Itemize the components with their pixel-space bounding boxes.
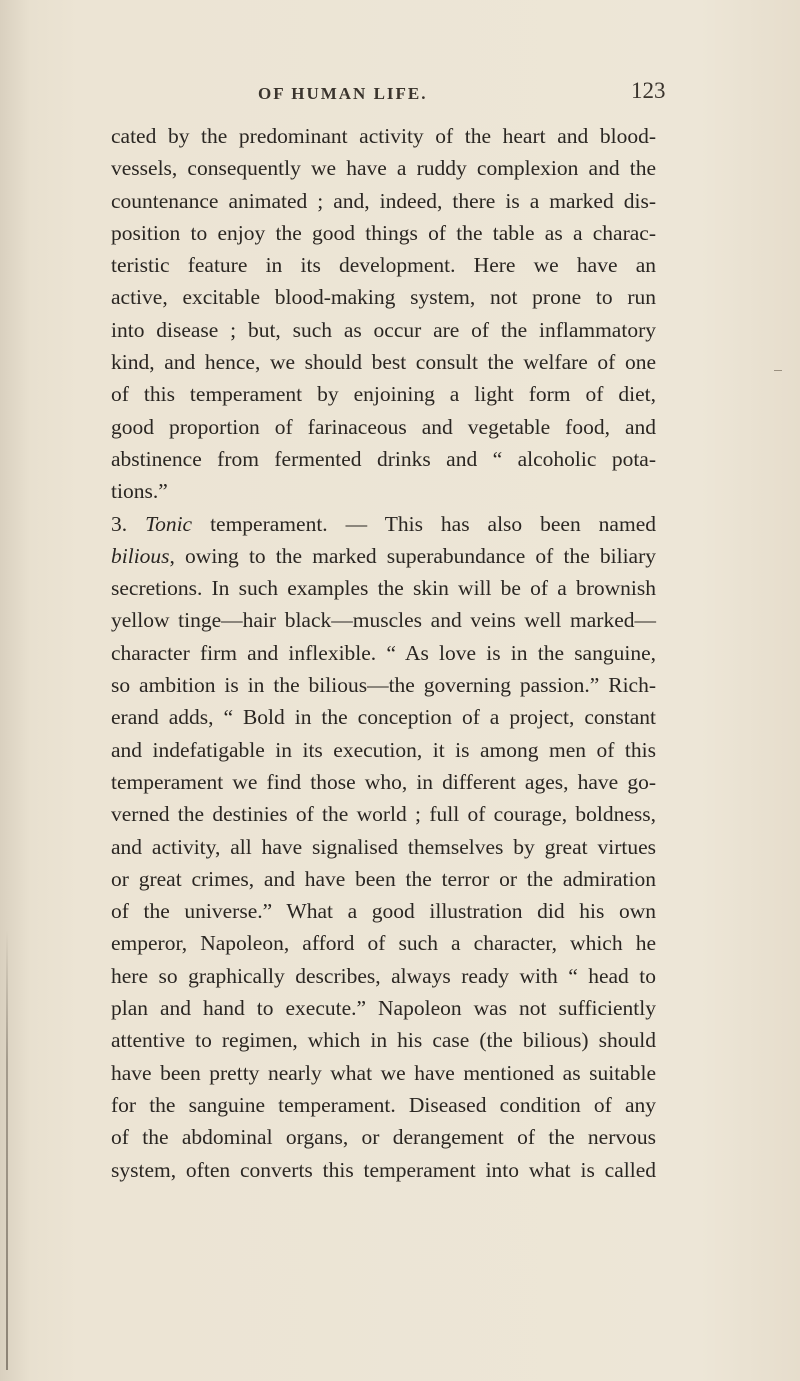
text-line: for the sanguine temperament. Diseased condition of any — [111, 1092, 656, 1117]
text-line: of the abdominal organs, or derangement of the nervous — [111, 1125, 656, 1150]
text-line: or great crimes, and have been the terror or the admiration — [111, 866, 656, 891]
text-line: secretions. In such examples the skin will be of a brownish — [111, 576, 656, 601]
text-line: emperor, Napoleon, afford of such a character, which he — [111, 931, 656, 956]
text-line: tions.” — [111, 479, 168, 504]
text-line: character firm and inflexible. “ As love is in the sanguine, — [111, 640, 656, 665]
text-line: attentive to regimen, which in his case (the bilious) should — [111, 1028, 656, 1053]
text-line: here so graphically describes, always ready with “ head to — [111, 963, 656, 988]
text-line: cated by the predominant activity of the heart and blood- — [111, 124, 656, 148]
text-line: of this temperament by enjoining a light form of diet, — [111, 382, 656, 407]
bilious-line — [111, 540, 656, 572]
text-line: kind, and hence, we should best consult the welfare of one — [111, 350, 656, 375]
page-number: 123 — [631, 78, 666, 103]
text-line: position to enjoy the good things of the table as a charac- — [111, 220, 656, 245]
margin-tick — [774, 370, 782, 371]
text-line: verned the destinies of the world ; full of courage, boldness, — [111, 802, 656, 827]
term-tonic: Tonic — [145, 511, 193, 536]
body-text — [111, 120, 656, 1186]
text-line: yellow tinge—hair black—muscles and veins well marked— — [111, 608, 656, 633]
text-line: abstinence from fermented drinks and “ alcoholic pota- — [111, 446, 656, 471]
text-line: good proportion of farinaceous and vegetable food, and — [111, 414, 656, 439]
section-tonic-line — [111, 508, 656, 540]
text-line: vessels, consequently we have a ruddy complexion and the — [111, 156, 656, 181]
text-line: active, excitable blood-making system, not prone to run — [111, 285, 656, 310]
text-line: so ambition is in the bilious—the governing passion.” Rich- — [111, 673, 656, 698]
section-number: 3. — [111, 511, 146, 536]
text-line: temperament we find those who, in different ages, have go- — [111, 769, 656, 794]
binding-shadow — [6, 930, 8, 1370]
text-line: plan and hand to execute.” Napoleon was not sufficiently — [111, 996, 656, 1021]
text-line: have been pretty nearly what we have mentioned as suitable — [111, 1060, 656, 1085]
term-bilious: bilious — [111, 543, 170, 568]
text-line: teristic feature in its development. Here we have an — [111, 253, 656, 278]
text-line: into disease ; but, such as occur are of the inflammatory — [111, 317, 656, 342]
bilious-line-rest: , owing to the marked superabundance of the biliary — [169, 543, 656, 568]
text-line: erand adds, “ Bold in the conception of a project, constant — [111, 705, 656, 730]
section-heading-rest: temperament. — This has also been named — [192, 511, 656, 536]
text-line: system, often converts this temperament into what is called — [111, 1157, 656, 1182]
text-line: and indefatigable in its execution, it is among men of this — [111, 737, 656, 762]
text-line: and activity, all have signalised themselves by great virtues — [111, 834, 656, 859]
running-title: OF HUMAN LIFE. — [258, 84, 428, 103]
text-line: countenance animated ; and, indeed, there is a marked dis- — [111, 188, 656, 213]
text-line: of the universe.” What a good illustration did his own — [111, 899, 656, 924]
running-head — [0, 78, 800, 108]
